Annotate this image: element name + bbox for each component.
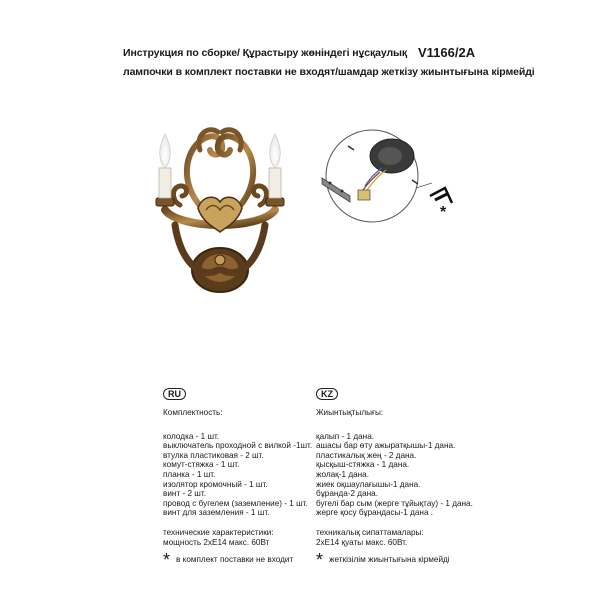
- ru-items-list: [163, 432, 312, 518]
- asterisk-icon: *: [163, 550, 171, 571]
- list-item: ашасы бар өту ажыратқышы-1 дана.: [316, 441, 456, 451]
- list-item: бұранда-2 дана.: [316, 489, 378, 499]
- ru-section: [163, 388, 313, 571]
- kz-tech-title: техникалық сипаттамалары:: [316, 527, 424, 537]
- kz-language-badge: KZ: [316, 388, 338, 400]
- list-item: қалып - 1 дана.: [316, 431, 375, 441]
- list-item: пластикалық жең - 2 дана.: [316, 450, 417, 460]
- list-item: провод с бугелем (заземление) - 1 шт.: [163, 498, 308, 508]
- list-item: бугелі бар сым (жерге тұйықтау) - 1 дана.: [316, 498, 473, 508]
- list-item: планка - 1 шт.: [163, 469, 216, 479]
- kz-not-included-note: жеткізілім жиынтығына кірмейді: [329, 555, 450, 565]
- list-item: жиек оқшаулағышы-1 дана.: [316, 479, 421, 489]
- list-item: колодка - 1 шт.: [163, 431, 220, 441]
- list-item: қысқыш-стяжка - 1 дана.: [316, 460, 410, 470]
- mounting-diagram-image: [310, 128, 460, 228]
- wall-sconce-lamp-image: [140, 110, 300, 310]
- list-item: втулка пластиковая - 2 шт.: [163, 450, 264, 460]
- asterisk-icon: *: [316, 550, 324, 571]
- kz-completeness-title: Жиынтықтылығы:: [316, 408, 384, 417]
- ru-completeness-title: Комплектность:: [163, 408, 223, 417]
- kz-tech-value: 2хЕ14 қуаты макс. 60Вт.: [316, 537, 408, 547]
- list-item: выключатель проходной с вилкой -1шт.: [163, 441, 313, 451]
- ru-not-included-note: в комплект поставки не входит: [176, 555, 294, 565]
- header-title-line1: Инструкция по сборке/ Құрастыру жөніндегі нұсқаулық: [123, 47, 408, 59]
- diagram-asterisk-marker: *: [440, 204, 447, 221]
- kz-section: [316, 388, 473, 571]
- header-title-line2: лампочки в комплект поставки не входят/шамдар жеткізу жиынтығына кірмейді: [123, 66, 535, 78]
- list-item: винт - 2 шт.: [163, 489, 206, 499]
- ru-tech-value: мощность 2хЕ14 макс. 60Вт: [163, 537, 270, 547]
- kz-items-list: [316, 432, 473, 518]
- list-item: комут-стяжка - 1 шт.: [163, 460, 240, 470]
- model-number: V1166/2A: [418, 45, 476, 60]
- list-item: жолақ-1 дана.: [316, 469, 369, 479]
- list-item: изолятор кромочный - 1 шт.: [163, 479, 268, 489]
- list-item: жерге қосу бұрандасы-1 дана .: [316, 508, 434, 518]
- list-item: винт для заземления - 1 шт.: [163, 508, 270, 518]
- ru-tech-title: технические характеристики:: [163, 527, 274, 537]
- ru-language-badge: RU: [163, 388, 186, 400]
